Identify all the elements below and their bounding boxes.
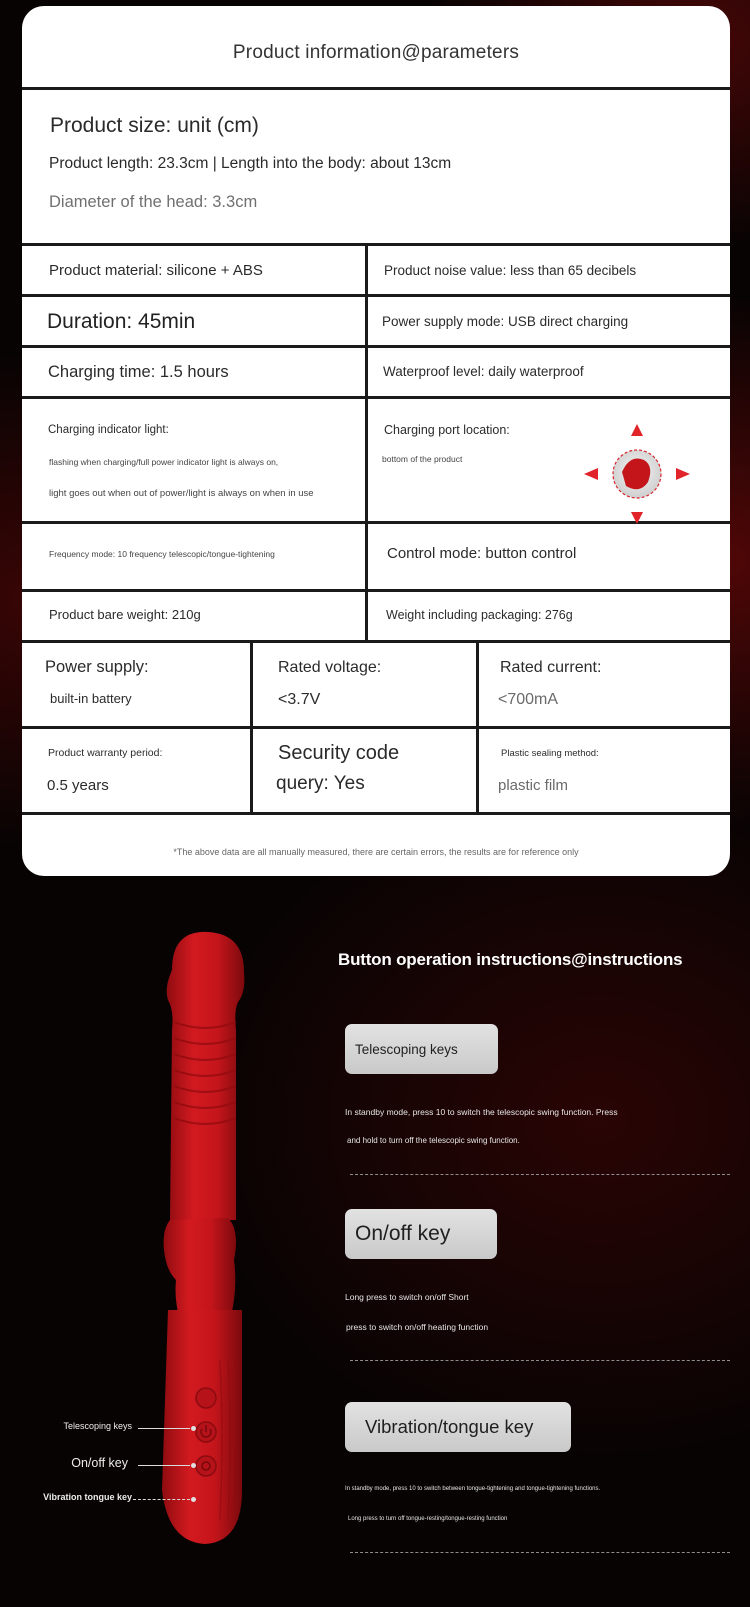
card-title: Product information@parameters bbox=[232, 42, 520, 63]
parameters-card bbox=[22, 6, 730, 876]
port-title: Charging port location: bbox=[384, 423, 510, 437]
product-illustration bbox=[150, 930, 260, 1570]
indicator-line: light goes out when out of power/light is always on when in use bbox=[49, 488, 314, 499]
vibration-key-label: Vibration/tongue key bbox=[345, 1402, 571, 1452]
grid-line bbox=[250, 640, 253, 812]
arrow-left-icon bbox=[676, 468, 690, 480]
duration-spec: Duration: 45min bbox=[47, 310, 196, 333]
material-spec: Product material: silicone + ABS bbox=[49, 262, 263, 279]
grid-line bbox=[365, 243, 368, 640]
indicator-line: flashing when charging/full power indicator light is always on, bbox=[49, 457, 279, 467]
key-description: Long press to turn off tongue-resting/tongue-resting function bbox=[348, 1516, 508, 1522]
product-tongue-head bbox=[164, 1218, 236, 1320]
telescoping-key-label: Telescoping keys bbox=[345, 1024, 498, 1074]
power-supply-label: Power supply: bbox=[45, 658, 149, 676]
noise-spec: Product noise value: less than 65 decibels bbox=[384, 263, 637, 278]
charging-port-illustration bbox=[582, 424, 692, 524]
security-line: query: Yes bbox=[276, 773, 365, 794]
diameter-spec: Diameter of the head: 3.3cm bbox=[49, 193, 258, 211]
sealing-value: plastic film bbox=[498, 777, 569, 794]
callout-leader bbox=[138, 1428, 190, 1429]
grid-line bbox=[22, 243, 730, 246]
grid-line bbox=[22, 396, 730, 399]
indicator-title: Charging indicator light: bbox=[48, 424, 169, 436]
callout-telescoping: Telescoping keys bbox=[63, 1421, 132, 1431]
waterproof-spec: Waterproof level: daily waterproof bbox=[383, 364, 584, 379]
callout-leader bbox=[138, 1465, 190, 1466]
telescoping-button-icon bbox=[196, 1388, 216, 1408]
key-description: press to switch on/off heating function bbox=[346, 1322, 489, 1332]
separator bbox=[350, 1174, 730, 1175]
callout-vibration: Vibration tongue key bbox=[43, 1492, 132, 1502]
vibration-button-icon bbox=[196, 1456, 216, 1476]
current-label: Rated current: bbox=[500, 659, 602, 676]
grid-line bbox=[22, 87, 730, 90]
grid-line bbox=[22, 726, 730, 729]
packed-weight-spec: Weight including packaging: 276g bbox=[386, 608, 573, 622]
footnote: *The above data are all manually measured, there are certain errors, the results are for reference only bbox=[173, 847, 579, 857]
voltage-value: <3.7V bbox=[278, 691, 321, 708]
onoff-key-label: On/off key bbox=[345, 1209, 497, 1259]
grid-line bbox=[22, 640, 730, 643]
grid-line bbox=[22, 345, 730, 348]
callout-onoff: On/off key bbox=[71, 1456, 128, 1470]
port-value: bottom of the product bbox=[382, 454, 463, 464]
control-spec: Control mode: button control bbox=[387, 545, 577, 562]
frequency-spec: Frequency mode: 10 frequency telescopic/tongue-tightening bbox=[49, 549, 275, 559]
callout-leader bbox=[133, 1499, 190, 1500]
arrow-down-icon bbox=[631, 424, 643, 436]
sealing-label: Plastic sealing method: bbox=[501, 748, 599, 759]
arrow-right-icon bbox=[584, 468, 598, 480]
grid-line bbox=[22, 589, 730, 592]
callout-dot bbox=[191, 1463, 196, 1468]
voltage-label: Rated voltage: bbox=[278, 659, 382, 676]
key-description: Long press to switch on/off Short bbox=[345, 1292, 469, 1302]
charging-time-spec: Charging time: 1.5 hours bbox=[48, 363, 229, 381]
current-value: <700mA bbox=[498, 691, 559, 708]
callout-dot bbox=[191, 1426, 196, 1431]
grid-line bbox=[22, 294, 730, 297]
length-spec: Product length: 23.3cm | Length into the body: about 13cm bbox=[49, 155, 452, 172]
bare-weight-spec: Product bare weight: 210g bbox=[49, 607, 201, 622]
key-description: and hold to turn off the telescopic swing function. bbox=[347, 1136, 520, 1145]
warranty-value: 0.5 years bbox=[47, 777, 109, 794]
arrow-up-icon bbox=[631, 512, 643, 524]
key-description: In standby mode, press 10 to switch between tongue-tightening and tongue-tightening functions. bbox=[345, 1486, 601, 1492]
warranty-label: Product warranty period: bbox=[48, 747, 163, 759]
grid-line bbox=[476, 640, 479, 812]
instructions-title: Button operation instructions@instructions bbox=[338, 950, 683, 969]
power-mode-spec: Power supply mode: USB direct charging bbox=[382, 314, 629, 329]
callout-dot bbox=[191, 1497, 196, 1502]
size-heading: Product size: unit (cm) bbox=[50, 114, 259, 137]
separator bbox=[350, 1552, 730, 1553]
security-line: Security code bbox=[278, 742, 400, 764]
power-supply-value: built-in battery bbox=[50, 691, 132, 706]
grid-line bbox=[22, 812, 730, 815]
separator bbox=[350, 1360, 730, 1361]
key-description: In standby mode, press 10 to switch the telescopic swing function. Press bbox=[345, 1107, 618, 1117]
